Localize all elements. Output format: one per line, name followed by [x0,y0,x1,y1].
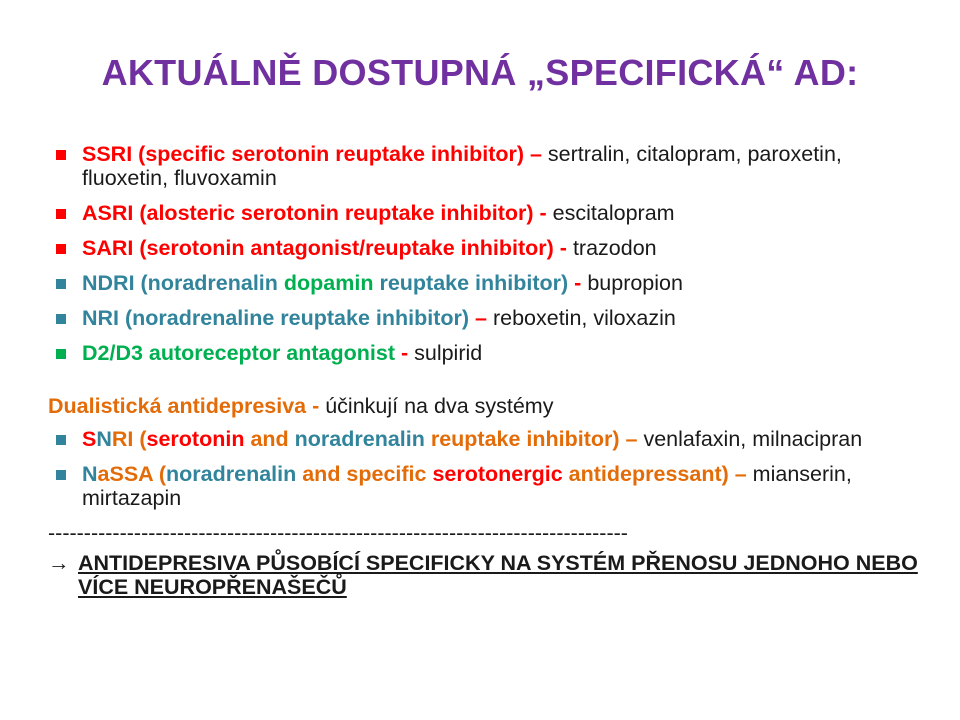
list-item-sari [48,236,928,260]
snri-serotonin: serotonin [146,427,245,451]
nassa-noradrenalin: noradrenalin [166,462,297,486]
asri-drugs: escitalopram [546,201,675,225]
list-item-ndri [48,271,928,295]
list-item-nri [48,306,928,330]
square-bullet-icon [56,279,66,289]
ssri-drugs: sertralin, citalopram, paroxetin, fluoxetin, fluvoxamin [82,142,842,190]
slide-title: AKTUÁLNĚ DOSTUPNÁ „SPECIFICKÁ“ AD: [101,52,859,93]
nassa-serotonergic: serotonergic [432,462,563,486]
nassa-rest-label: antidepressant) – [562,462,747,486]
conclusion-text: ANTIDEPRESIVA PŮSOBÍCÍ SPECIFICKY NA SYSTÉM PŘENOSU JEDNOHO NEBO VÍCE NEUROPŘENAŠEČŮ [78,551,918,599]
dual-heading-desc: účinkují na dva systémy [319,394,554,418]
snri-s: S [82,427,97,451]
nassa-assa: aSSA ( [97,462,167,486]
right-arrow-icon: → [48,551,70,575]
d2d3-drugs: sulpirid [408,341,483,365]
nri-dash: – [469,306,487,330]
square-bullet-icon [56,314,66,324]
nri-drugs: reboxetin, viloxazin [486,306,676,330]
snri-and: and [244,427,295,451]
list-item-ssri [48,142,928,190]
dual-heading-label: Dualistická antidepresiva - [48,394,320,418]
snri-n: N [96,427,112,451]
square-bullet-icon [56,435,66,445]
nassa-n: N [82,462,98,486]
asri-label: ASRI (alosteric serotonin reuptake inhibitor) - [82,201,547,225]
ssri-label: SSRI (specific serotonin reuptake inhibitor) – [82,142,542,166]
ndri-dopamin: dopamin [283,271,374,295]
list-item-asri [48,201,928,225]
ndri-label-part: NDRI (noradrenalin [82,271,284,295]
list-item-nassa [48,462,928,510]
slide-content [48,142,928,599]
nassa-and-specific: and specific [296,462,433,486]
nri-label: NRI (noradrenaline reuptake inhibitor) [82,306,470,330]
divider-line: --------------------------------------------------------------------------------- [48,521,628,545]
conclusion [48,551,928,599]
snri-drugs: venlafaxin, milnacipran [637,427,863,451]
list-item-snri [48,427,928,451]
d2d3-dash: - [395,341,409,365]
ndri-label-rest: reuptake inhibitor) [373,271,569,295]
dual-heading [48,394,928,418]
snri-noradrenalin: noradrenalin [294,427,425,451]
square-bullet-icon [56,470,66,480]
sari-label: SARI (serotonin antagonist/reuptake inhibitor) - [82,236,567,260]
sari-drugs: trazodon [566,236,657,260]
nassa-drugs: mianserin, mirtazapin [82,462,852,510]
square-bullet-icon [56,209,66,219]
ndri-drugs: bupropion [581,271,683,295]
snri-ri: RI ( [111,427,147,451]
square-bullet-icon [56,244,66,254]
ndri-dash: - [568,271,582,295]
list-item-d2d3 [48,341,928,365]
square-bullet-icon [56,349,66,359]
square-bullet-icon [56,150,66,160]
d2d3-label: D2/D3 autoreceptor antagonist [82,341,395,365]
snri-rest-label: reuptake inhibitor) – [424,427,638,451]
